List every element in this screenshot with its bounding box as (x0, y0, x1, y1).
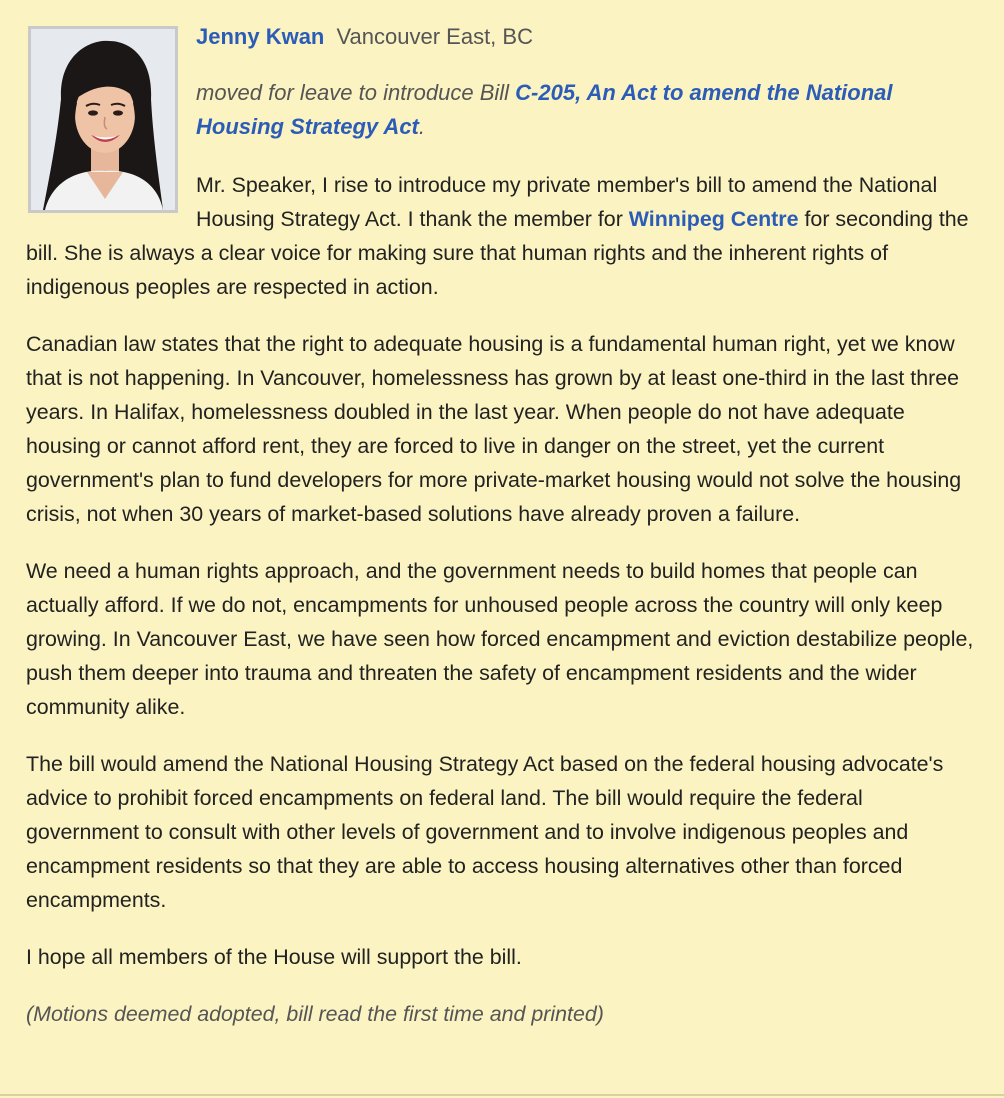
portrait-image (31, 29, 175, 210)
motion-suffix: . (418, 114, 426, 139)
speaker-name-link[interactable]: Jenny Kwan (196, 24, 325, 49)
procedural-note: (Motions deemed adopted, bill read the first time and printed) (26, 1002, 604, 1026)
speaker-riding: Vancouver East, BC (336, 24, 533, 49)
bill-link[interactable]: C-205, An Act to amend the National Housing Strategy Act (196, 80, 893, 139)
paragraph-1-text-before: Mr. Speaker, I rise to introduce my private member's bill to amend the National Housing Strategy Act. I thank the member for (196, 173, 938, 231)
paragraph-1-text-after: for seconding the bill. She is always a clear voice for making sure that human rights and the inherent rights of indigenous peoples are respected in action. (26, 207, 969, 299)
paragraph-4: The bill would amend the National Housing Strategy Act based on the federal housing advocate's advice to prohibit forced encampments on federal land. The bill would require the federal government to consult with other levels of government and to involve indigenous peoples and encampment residents so that they are able to access housing alternatives other than forced encampments. (26, 752, 944, 912)
paragraph-3: We need a human rights approach, and the government needs to build homes that people can actually afford. If we do not, encampments for unhoused people across the country will only keep growing. In Vancouver East, we have seen how forced encampment and eviction destabilize people, push them deeper into trauma and threaten the safety of encampment residents and the wider community alike. (26, 559, 974, 719)
motion-prefix: moved for leave to introduce Bill (196, 80, 516, 105)
paragraph-2: Canadian law states that the right to adequate housing is a fundamental human right, yet we know that is not happening. In Vancouver, homelessness has grown by at least one-third in the last three years. In Halifax, homelessness doubled in the last year. When people do not have adequate housing or cannot afford rent, they are forced to live in danger on the street, yet the current government's plan to fund developers for more private-market housing would not solve the housing crisis, not when 30 years of market-based solutions have already proven a failure. (26, 332, 962, 526)
paragraph-5: I hope all members of the House will support the bill. (26, 945, 522, 969)
riding-link-winnipeg-centre[interactable]: Winnipeg Centre (628, 207, 799, 231)
speaker-portrait[interactable] (28, 26, 178, 213)
